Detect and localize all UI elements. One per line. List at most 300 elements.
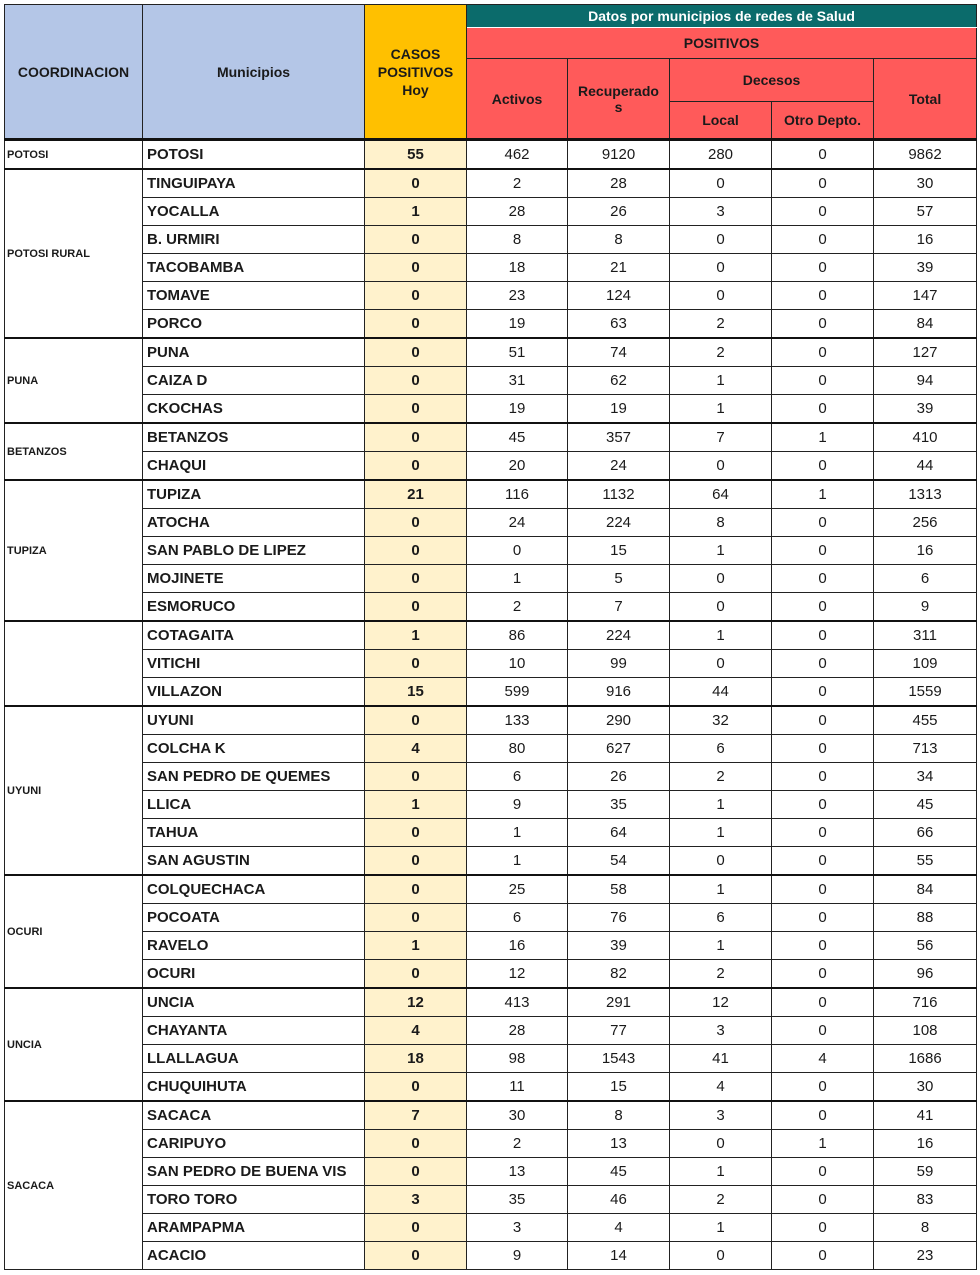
cell-casos-hoy: 0 [365,1158,467,1186]
cell-total: 9 [874,593,977,622]
cell-total: 96 [874,960,977,989]
table-row [5,904,977,932]
cell-total: 84 [874,875,977,904]
cell-casos-hoy: 1 [365,791,467,819]
cell-casos-hoy: 0 [365,169,467,198]
cell-decesos-local: 0 [670,1130,772,1158]
cell-recuperados: 9120 [568,140,670,170]
cell-activos: 9 [467,1242,568,1270]
cell-decesos-local: 2 [670,338,772,367]
cell-activos: 51 [467,338,568,367]
cell-decesos-local: 1 [670,1214,772,1242]
cell-municipio: ESMORUCO [143,593,365,622]
cell-recuperados: 8 [568,226,670,254]
cell-recuperados: 8 [568,1101,670,1130]
cell-decesos-local: 1 [670,791,772,819]
cell-activos: 13 [467,1158,568,1186]
cell-total: 9862 [874,140,977,170]
cell-recuperados: 124 [568,282,670,310]
cell-activos: 98 [467,1045,568,1073]
cell-activos: 1 [467,819,568,847]
cell-decesos-local: 1 [670,932,772,960]
cell-total: 45 [874,791,977,819]
cell-casos-hoy: 0 [365,423,467,452]
cell-activos: 19 [467,310,568,339]
cell-casos-hoy: 0 [365,1242,467,1270]
cell-activos: 133 [467,706,568,735]
table-row [5,1073,977,1102]
cell-decesos-otro-depto: 0 [772,1158,874,1186]
cell-municipio: MOJINETE [143,565,365,593]
table-row [5,1045,977,1073]
header-recuperados-line1: Recuperado [578,82,659,99]
cell-decesos-otro-depto: 0 [772,593,874,622]
cell-casos-hoy: 0 [365,254,467,282]
cell-total: 41 [874,1101,977,1130]
cell-municipio: TINGUIPAYA [143,169,365,198]
table-row [5,819,977,847]
cell-decesos-local: 1 [670,819,772,847]
cell-casos-hoy: 12 [365,988,467,1017]
cell-total: 84 [874,310,977,339]
cell-municipio: PUNA [143,338,365,367]
cell-recuperados: 77 [568,1017,670,1045]
cell-coordinacion: OCURI [5,875,143,988]
cell-decesos-local: 1 [670,367,772,395]
cell-decesos-otro-depto: 0 [772,1101,874,1130]
cell-total: 127 [874,338,977,367]
cell-casos-hoy: 18 [365,1045,467,1073]
cell-recuperados: 62 [568,367,670,395]
cell-total: 455 [874,706,977,735]
cell-activos: 20 [467,452,568,481]
cell-decesos-local: 1 [670,875,772,904]
cell-activos: 45 [467,423,568,452]
cell-total: 44 [874,452,977,481]
table-row [5,565,977,593]
cell-municipio: VITICHI [143,650,365,678]
cell-casos-hoy: 0 [365,819,467,847]
table-row [5,1130,977,1158]
cell-recuperados: 15 [568,537,670,565]
cell-activos: 9 [467,791,568,819]
cell-activos: 30 [467,1101,568,1130]
header-otro-depto: Otro Depto. [772,102,874,140]
table-row [5,198,977,226]
cell-decesos-otro-depto: 0 [772,254,874,282]
header-municipios: Municipios [143,5,365,140]
cell-decesos-local: 0 [670,282,772,310]
cell-total: 1559 [874,678,977,707]
cell-total: 1686 [874,1045,977,1073]
header-recuperados-line2: s [614,98,623,115]
cell-decesos-otro-depto: 0 [772,395,874,424]
cell-decesos-otro-depto: 4 [772,1045,874,1073]
cell-casos-hoy: 3 [365,1186,467,1214]
table-row [5,678,977,707]
cell-recuperados: 13 [568,1130,670,1158]
cell-recuperados: 224 [568,509,670,537]
cell-decesos-local: 32 [670,706,772,735]
cell-casos-hoy: 1 [365,198,467,226]
cell-decesos-otro-depto: 0 [772,847,874,876]
cell-recuperados: 357 [568,423,670,452]
table-row [5,988,977,1017]
header-local: Local [670,102,772,140]
cell-casos-hoy: 1 [365,932,467,960]
cell-decesos-local: 0 [670,226,772,254]
cell-casos-hoy: 0 [365,310,467,339]
cell-decesos-otro-depto: 0 [772,763,874,791]
cell-recuperados: 4 [568,1214,670,1242]
table-row [5,1186,977,1214]
table-row [5,169,977,198]
cell-municipio: ACACIO [143,1242,365,1270]
cell-decesos-otro-depto: 0 [772,537,874,565]
cell-decesos-local: 2 [670,310,772,339]
cell-municipio: COTAGAITA [143,621,365,650]
cell-decesos-local: 0 [670,254,772,282]
cell-decesos-otro-depto: 0 [772,650,874,678]
cell-recuperados: 291 [568,988,670,1017]
cell-casos-hoy: 1 [365,621,467,650]
cell-casos-hoy: 0 [365,1214,467,1242]
cell-casos-hoy: 0 [365,367,467,395]
cell-municipio: B. URMIRI [143,226,365,254]
table-row [5,791,977,819]
cell-casos-hoy: 15 [365,678,467,707]
cell-decesos-local: 8 [670,509,772,537]
cell-decesos-local: 44 [670,678,772,707]
cell-decesos-otro-depto: 0 [772,140,874,170]
cell-recuperados: 76 [568,904,670,932]
table-row [5,735,977,763]
header-casos-line1: CASOS [390,45,441,62]
cell-decesos-otro-depto: 0 [772,310,874,339]
cell-activos: 462 [467,140,568,170]
cell-total: 6 [874,565,977,593]
cell-casos-hoy: 4 [365,1017,467,1045]
cell-casos-hoy: 21 [365,480,467,509]
cell-recuperados: 58 [568,875,670,904]
cell-total: 55 [874,847,977,876]
cell-decesos-otro-depto: 0 [772,819,874,847]
header-casos-line3: Hoy [402,81,429,98]
cell-activos: 86 [467,621,568,650]
cell-activos: 19 [467,395,568,424]
table-row [5,932,977,960]
table-row [5,875,977,904]
cell-activos: 2 [467,169,568,198]
cell-coordinacion: SACACA [5,1101,143,1270]
cell-decesos-otro-depto: 0 [772,452,874,481]
cell-total: 88 [874,904,977,932]
cell-activos: 35 [467,1186,568,1214]
cell-activos: 28 [467,1017,568,1045]
cell-decesos-local: 12 [670,988,772,1017]
cell-casos-hoy: 0 [365,875,467,904]
cell-casos-hoy: 0 [365,565,467,593]
cell-decesos-local: 6 [670,904,772,932]
cell-decesos-otro-depto: 0 [772,904,874,932]
cell-decesos-local: 3 [670,1101,772,1130]
header-coordinacion: COORDINACION [5,5,143,140]
cell-casos-hoy: 0 [365,593,467,622]
cell-recuperados: 63 [568,310,670,339]
cell-recuperados: 627 [568,735,670,763]
cell-municipio: CHAYANTA [143,1017,365,1045]
cell-decesos-local: 41 [670,1045,772,1073]
cell-decesos-otro-depto: 0 [772,1214,874,1242]
cell-municipio: COLQUECHACA [143,875,365,904]
cell-municipio: SAN PEDRO DE QUEMES [143,763,365,791]
cell-activos: 18 [467,254,568,282]
cell-decesos-local: 1 [670,537,772,565]
cell-activos: 10 [467,650,568,678]
header-activos: Activos [467,59,568,140]
cell-total: 23 [874,1242,977,1270]
table-row [5,593,977,622]
table-row [5,282,977,310]
cell-decesos-local: 2 [670,1186,772,1214]
cell-total: 16 [874,226,977,254]
cell-recuperados: 14 [568,1242,670,1270]
cell-recuperados: 99 [568,650,670,678]
table-row [5,1242,977,1270]
cell-decesos-local: 1 [670,395,772,424]
cell-activos: 3 [467,1214,568,1242]
cell-decesos-otro-depto: 0 [772,875,874,904]
table-row [5,310,977,339]
cell-casos-hoy: 0 [365,847,467,876]
cell-decesos-otro-depto: 1 [772,1130,874,1158]
cell-municipio: CKOCHAS [143,395,365,424]
table-row [5,1158,977,1186]
cell-activos: 6 [467,904,568,932]
cell-decesos-otro-depto: 0 [772,706,874,735]
cell-decesos-otro-depto: 0 [772,1017,874,1045]
cell-total: 256 [874,509,977,537]
header-decesos: Decesos [670,59,874,102]
cell-decesos-otro-depto: 0 [772,735,874,763]
table-row [5,847,977,876]
cell-decesos-otro-depto: 0 [772,988,874,1017]
table-row [5,706,977,735]
cell-decesos-otro-depto: 0 [772,198,874,226]
header-recuperados [568,59,670,140]
cell-casos-hoy: 55 [365,140,467,170]
cell-activos: 2 [467,1130,568,1158]
cell-recuperados: 1132 [568,480,670,509]
cell-total: 1313 [874,480,977,509]
cell-total: 16 [874,537,977,565]
cell-decesos-otro-depto: 0 [772,678,874,707]
cell-municipio: POTOSI [143,140,365,170]
table-row [5,509,977,537]
header-total: Total [874,59,977,140]
cell-activos: 8 [467,226,568,254]
cell-decesos-local: 0 [670,565,772,593]
cell-activos: 2 [467,593,568,622]
cell-municipio: SAN PEDRO DE BUENA VIS [143,1158,365,1186]
cell-recuperados: 290 [568,706,670,735]
cell-activos: 16 [467,932,568,960]
cell-municipio: ATOCHA [143,509,365,537]
cell-decesos-otro-depto: 0 [772,1242,874,1270]
table-row [5,226,977,254]
cell-municipio: SAN PABLO DE LIPEZ [143,537,365,565]
cell-decesos-otro-depto: 0 [772,282,874,310]
cell-casos-hoy: 0 [365,763,467,791]
cell-recuperados: 39 [568,932,670,960]
cell-activos: 31 [467,367,568,395]
cell-decesos-local: 0 [670,452,772,481]
cell-casos-hoy: 0 [365,282,467,310]
cell-activos: 6 [467,763,568,791]
cell-casos-hoy: 7 [365,1101,467,1130]
cell-decesos-local: 0 [670,593,772,622]
cell-total: 39 [874,254,977,282]
cell-casos-hoy: 0 [365,706,467,735]
cell-recuperados: 26 [568,763,670,791]
cell-activos: 599 [467,678,568,707]
cell-casos-hoy: 0 [365,1073,467,1102]
table-row [5,1101,977,1130]
cell-decesos-local: 7 [670,423,772,452]
cell-recuperados: 54 [568,847,670,876]
cell-recuperados: 5 [568,565,670,593]
table-row [5,140,977,170]
cell-municipio: TUPIZA [143,480,365,509]
cell-recuperados: 46 [568,1186,670,1214]
cell-activos: 25 [467,875,568,904]
cell-total: 716 [874,988,977,1017]
cell-municipio: UYUNI [143,706,365,735]
cell-activos: 1 [467,847,568,876]
cell-total: 109 [874,650,977,678]
cell-decesos-local: 2 [670,763,772,791]
cell-municipio: RAVELO [143,932,365,960]
cell-municipio: ARAMPAPMA [143,1214,365,1242]
cell-municipio: TORO TORO [143,1186,365,1214]
cell-municipio: PORCO [143,310,365,339]
header-positivos: POSITIVOS [467,28,977,59]
cell-municipio: UNCIA [143,988,365,1017]
table-row [5,537,977,565]
table-row [5,650,977,678]
cell-municipio: SAN AGUSTIN [143,847,365,876]
header-datos-por-municipios: Datos por municipios de redes de Salud [467,5,977,28]
cell-coordinacion: BETANZOS [5,423,143,480]
cell-total: 34 [874,763,977,791]
cell-recuperados: 19 [568,395,670,424]
cell-recuperados: 24 [568,452,670,481]
cell-decesos-local: 3 [670,1017,772,1045]
cell-coordinacion: UNCIA [5,988,143,1101]
cell-decesos-local: 0 [670,650,772,678]
table-header [5,5,977,140]
cell-activos: 80 [467,735,568,763]
cell-recuperados: 82 [568,960,670,989]
cell-decesos-otro-depto: 0 [772,226,874,254]
table-row [5,960,977,989]
cell-casos-hoy: 4 [365,735,467,763]
cell-municipio: COLCHA K [143,735,365,763]
cell-activos: 24 [467,509,568,537]
cell-decesos-local: 4 [670,1073,772,1102]
cell-municipio: TACOBAMBA [143,254,365,282]
cell-casos-hoy: 0 [365,338,467,367]
cell-activos: 11 [467,1073,568,1102]
cell-decesos-otro-depto: 1 [772,423,874,452]
table-row [5,1214,977,1242]
cell-activos: 1 [467,565,568,593]
cell-decesos-local: 0 [670,169,772,198]
cell-decesos-otro-depto: 0 [772,169,874,198]
cell-total: 56 [874,932,977,960]
cell-decesos-otro-depto: 0 [772,791,874,819]
cell-municipio: CARIPUYO [143,1130,365,1158]
cell-municipio: VILLAZON [143,678,365,707]
table-row [5,395,977,424]
table-row [5,480,977,509]
cell-casos-hoy: 0 [365,960,467,989]
cell-casos-hoy: 0 [365,650,467,678]
cell-recuperados: 45 [568,1158,670,1186]
cell-municipio: TAHUA [143,819,365,847]
cell-decesos-local: 2 [670,960,772,989]
cell-decesos-local: 64 [670,480,772,509]
cell-recuperados: 21 [568,254,670,282]
cell-decesos-otro-depto: 0 [772,338,874,367]
cell-total: 83 [874,1186,977,1214]
cell-total: 57 [874,198,977,226]
cell-municipio: CAIZA D [143,367,365,395]
table-row [5,423,977,452]
header-casos-line2: POSITIVOS [377,63,454,80]
cell-recuperados: 916 [568,678,670,707]
cell-coordinacion: POTOSI [5,140,143,170]
cell-recuperados: 1543 [568,1045,670,1073]
cell-activos: 23 [467,282,568,310]
cell-coordinacion: UYUNI [5,706,143,875]
cell-decesos-otro-depto: 0 [772,565,874,593]
cell-municipio: BETANZOS [143,423,365,452]
cell-municipio: POCOATA [143,904,365,932]
cell-municipio: TOMAVE [143,282,365,310]
cell-recuperados: 35 [568,791,670,819]
table-row [5,367,977,395]
cell-recuperados: 224 [568,621,670,650]
cell-total: 108 [874,1017,977,1045]
cell-coordinacion: PUNA [5,338,143,423]
cell-decesos-otro-depto: 0 [772,509,874,537]
cell-activos: 116 [467,480,568,509]
cell-municipio: CHUQUIHUTA [143,1073,365,1102]
table-row [5,338,977,367]
cell-recuperados: 74 [568,338,670,367]
cell-recuperados: 26 [568,198,670,226]
cell-decesos-local: 6 [670,735,772,763]
cell-total: 713 [874,735,977,763]
cell-decesos-local: 0 [670,847,772,876]
table-row [5,452,977,481]
cell-activos: 413 [467,988,568,1017]
cell-total: 30 [874,1073,977,1102]
header-casos-positivos-hoy [365,5,467,140]
cell-activos: 28 [467,198,568,226]
cell-municipio: CHAQUI [143,452,365,481]
